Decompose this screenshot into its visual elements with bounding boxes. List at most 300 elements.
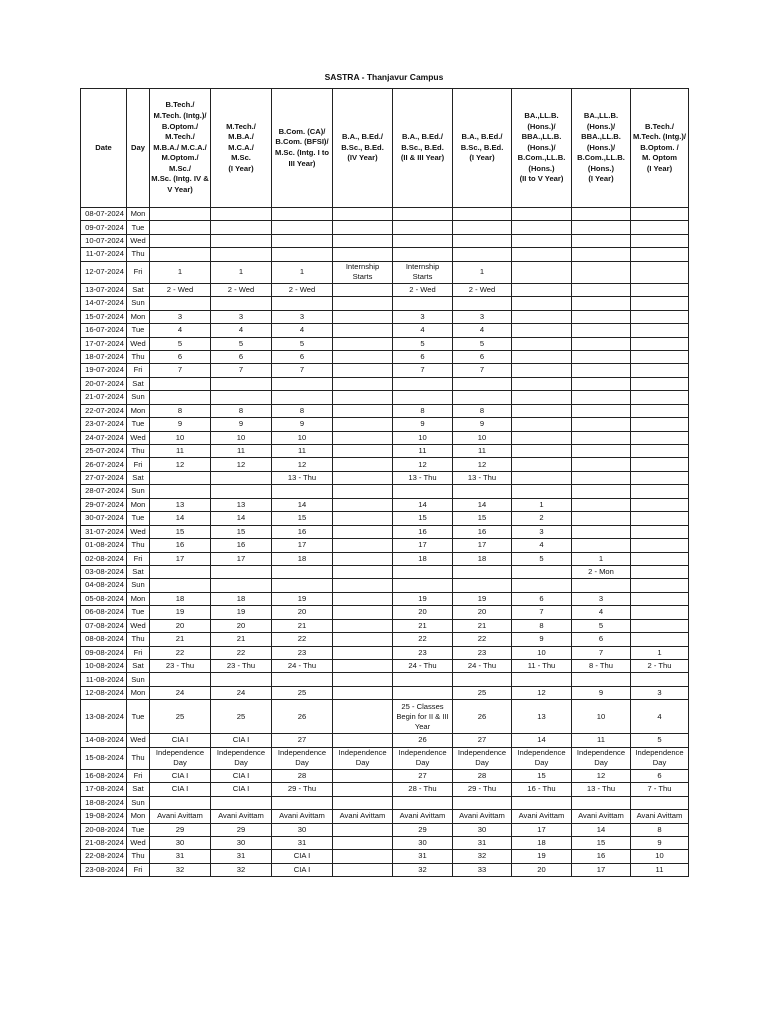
table-cell: 28 — [453, 769, 512, 782]
table-cell: 31 — [453, 836, 512, 849]
table-cell — [333, 404, 393, 417]
table-cell: 6 — [572, 633, 631, 646]
table-cell: Independence Day — [393, 747, 453, 769]
table-cell: Avani Avittam — [631, 810, 689, 823]
table-cell: 9 — [393, 418, 453, 431]
table-cell — [631, 337, 689, 350]
table-cell: 20 — [272, 606, 333, 619]
table-cell — [631, 350, 689, 363]
table-cell: 15 — [211, 525, 272, 538]
column-header: BA.,LL.B. (Hons.)/ BBA.,LL.B. (Hons.)/ B.Com.,LL.B. (Hons.) (I Year) — [572, 89, 631, 208]
table-cell — [512, 471, 572, 484]
table-cell — [393, 796, 453, 809]
date-cell: 12-08-2024 — [81, 686, 127, 699]
table-cell — [512, 404, 572, 417]
table-cell — [272, 391, 333, 404]
table-cell: 11 — [572, 734, 631, 747]
table-cell — [211, 579, 272, 592]
date-cell: 29-07-2024 — [81, 498, 127, 511]
table-cell: 5 — [572, 619, 631, 632]
date-cell: 04-08-2024 — [81, 579, 127, 592]
table-cell: 8 — [512, 619, 572, 632]
day-cell: Thu — [127, 350, 150, 363]
table-cell — [333, 234, 393, 247]
day-cell: Wed — [127, 431, 150, 444]
table-cell: 15 — [512, 769, 572, 782]
date-cell: 12-07-2024 — [81, 261, 127, 283]
table-cell: 16 — [272, 525, 333, 538]
table-cell: Avani Avittam — [393, 810, 453, 823]
table-cell — [572, 364, 631, 377]
table-row — [81, 431, 689, 444]
table-cell — [333, 458, 393, 471]
table-cell — [333, 539, 393, 552]
table-cell — [453, 579, 512, 592]
table-cell — [272, 796, 333, 809]
date-cell: 13-07-2024 — [81, 283, 127, 296]
table-cell: 23 - Thu — [211, 660, 272, 673]
table-cell — [512, 391, 572, 404]
table-cell — [572, 579, 631, 592]
table-cell: 32 — [393, 863, 453, 876]
table-cell — [333, 660, 393, 673]
date-cell: 14-08-2024 — [81, 734, 127, 747]
table-cell — [150, 377, 211, 390]
table-row — [81, 391, 689, 404]
table-cell: CIA I — [150, 783, 211, 796]
table-cell: 7 — [453, 364, 512, 377]
table-cell — [211, 248, 272, 261]
table-cell — [333, 431, 393, 444]
table-cell — [211, 377, 272, 390]
table-row — [81, 208, 689, 221]
table-cell — [333, 700, 393, 734]
table-body — [81, 208, 689, 877]
column-header: Day — [127, 89, 150, 208]
table-cell — [333, 673, 393, 686]
column-header: B.Com. (CA)/ B.Com. (BFSI)/ M.Sc. (Intg. I to III Year) — [272, 89, 333, 208]
table-cell — [572, 418, 631, 431]
table-cell: 21 — [453, 619, 512, 632]
table-cell: 16 — [572, 850, 631, 863]
table-cell: 22 — [393, 633, 453, 646]
table-cell: 5 — [512, 552, 572, 565]
table-cell: 10 — [631, 850, 689, 863]
table-cell: 3 — [150, 310, 211, 323]
table-cell: Avani Avittam — [512, 810, 572, 823]
day-cell: Thu — [127, 850, 150, 863]
table-cell: 10 — [512, 646, 572, 659]
date-cell: 20-07-2024 — [81, 377, 127, 390]
table-cell: 4 — [512, 539, 572, 552]
table-row — [81, 364, 689, 377]
table-cell: 4 — [211, 324, 272, 337]
table-cell: 11 — [211, 445, 272, 458]
table-cell: 10 — [453, 431, 512, 444]
table-cell — [572, 391, 631, 404]
table-cell — [572, 458, 631, 471]
date-cell: 16-07-2024 — [81, 324, 127, 337]
table-cell — [333, 592, 393, 605]
date-cell: 14-07-2024 — [81, 297, 127, 310]
table-cell — [211, 565, 272, 578]
table-row — [81, 810, 689, 823]
table-cell — [631, 248, 689, 261]
table-cell: 1 — [631, 646, 689, 659]
column-header: B.Tech./ M.Tech. (Intg.)/ B.Optom. / M. Optom (I Year) — [631, 89, 689, 208]
table-cell: 8 — [393, 404, 453, 417]
table-cell — [333, 445, 393, 458]
day-cell: Tue — [127, 606, 150, 619]
table-cell: Independence Day — [211, 747, 272, 769]
table-cell — [453, 377, 512, 390]
table-cell: Independence Day — [150, 747, 211, 769]
day-cell: Mon — [127, 404, 150, 417]
table-cell: 17 — [272, 539, 333, 552]
column-header: B.A., B.Ed./ B.Sc., B.Ed. (I Year) — [453, 89, 512, 208]
table-cell — [631, 261, 689, 283]
table-cell: 25 — [272, 686, 333, 699]
table-cell — [272, 208, 333, 221]
date-cell: 07-08-2024 — [81, 619, 127, 632]
table-cell — [631, 310, 689, 323]
table-cell — [393, 686, 453, 699]
table-cell: 6 — [631, 769, 689, 782]
table-cell — [572, 485, 631, 498]
table-row — [81, 525, 689, 538]
table-cell: 21 — [211, 633, 272, 646]
table-cell: 14 — [211, 512, 272, 525]
day-cell: Sun — [127, 796, 150, 809]
table-cell: Avani Avittam — [211, 810, 272, 823]
table-cell — [393, 208, 453, 221]
table-cell: 17 — [211, 552, 272, 565]
table-cell: 3 — [631, 686, 689, 699]
table-cell: 7 — [272, 364, 333, 377]
column-header: B.A., B.Ed./ B.Sc., B.Ed. (IV Year) — [333, 89, 393, 208]
table-cell: Avani Avittam — [572, 810, 631, 823]
table-cell — [333, 633, 393, 646]
table-cell: 19 — [393, 592, 453, 605]
table-cell: 32 — [453, 850, 512, 863]
table-cell: 2 - Wed — [272, 283, 333, 296]
table-cell: 13 — [211, 498, 272, 511]
table-cell: 11 — [150, 445, 211, 458]
table-cell: Independence Day — [453, 747, 512, 769]
page-title: SASTRA - Thanjavur Campus — [324, 72, 444, 82]
day-cell: Fri — [127, 646, 150, 659]
date-cell: 23-08-2024 — [81, 863, 127, 876]
day-cell: Fri — [127, 769, 150, 782]
table-cell: 4 — [631, 700, 689, 734]
table-cell: 16 - Thu — [512, 783, 572, 796]
table-cell — [150, 673, 211, 686]
table-cell: 22 — [150, 646, 211, 659]
table-cell — [572, 471, 631, 484]
table-cell: Independence Day — [572, 747, 631, 769]
table-cell — [393, 221, 453, 234]
table-cell — [512, 324, 572, 337]
table-cell: 24 - Thu — [393, 660, 453, 673]
table-cell — [631, 324, 689, 337]
date-cell: 31-07-2024 — [81, 525, 127, 538]
table-cell: 1 — [453, 261, 512, 283]
date-cell: 20-08-2024 — [81, 823, 127, 836]
table-cell: 17 — [150, 552, 211, 565]
date-cell: 10-07-2024 — [81, 234, 127, 247]
table-cell: 6 — [453, 350, 512, 363]
table-cell: 3 — [572, 592, 631, 605]
table-cell — [572, 297, 631, 310]
table-cell: 18 — [393, 552, 453, 565]
day-cell: Sun — [127, 297, 150, 310]
table-cell — [631, 404, 689, 417]
table-cell: 10 — [572, 700, 631, 734]
table-cell — [572, 525, 631, 538]
table-cell: 24 — [150, 686, 211, 699]
table-cell — [333, 565, 393, 578]
table-row — [81, 565, 689, 578]
table-cell: 9 — [453, 418, 512, 431]
day-cell: Thu — [127, 248, 150, 261]
table-cell: 15 — [572, 836, 631, 849]
table-cell: CIA I — [211, 734, 272, 747]
table-cell: Independence Day — [333, 747, 393, 769]
table-row — [81, 350, 689, 363]
table-cell: 7 — [393, 364, 453, 377]
table-cell: 12 — [453, 458, 512, 471]
table-cell: 27 — [453, 734, 512, 747]
table-row — [81, 686, 689, 699]
table-row — [81, 512, 689, 525]
table-cell: 20 — [150, 619, 211, 632]
table-row — [81, 377, 689, 390]
table-cell — [512, 310, 572, 323]
table-row — [81, 747, 689, 769]
table-cell: 1 — [512, 498, 572, 511]
table-cell — [512, 364, 572, 377]
table-cell — [333, 297, 393, 310]
date-cell: 17-07-2024 — [81, 337, 127, 350]
table-cell: 12 — [272, 458, 333, 471]
table-cell — [211, 471, 272, 484]
table-row — [81, 592, 689, 605]
table-cell: 19 — [150, 606, 211, 619]
table-cell: 30 — [150, 836, 211, 849]
table-cell — [572, 261, 631, 283]
table-row — [81, 445, 689, 458]
table-cell: 2 - Wed — [150, 283, 211, 296]
table-cell — [631, 552, 689, 565]
table-cell: 2 - Wed — [393, 283, 453, 296]
table-cell — [572, 796, 631, 809]
table-cell — [631, 592, 689, 605]
table-cell: 11 - Thu — [512, 660, 572, 673]
table-cell — [572, 498, 631, 511]
table-cell — [333, 377, 393, 390]
header-row — [81, 89, 689, 208]
table-cell — [333, 485, 393, 498]
table-row — [81, 734, 689, 747]
date-cell: 24-07-2024 — [81, 431, 127, 444]
day-cell: Sat — [127, 283, 150, 296]
table-cell — [333, 686, 393, 699]
table-cell: 16 — [150, 539, 211, 552]
table-cell — [150, 391, 211, 404]
table-cell: 19 — [512, 850, 572, 863]
table-cell: 5 — [453, 337, 512, 350]
table-cell — [631, 221, 689, 234]
day-cell: Sat — [127, 377, 150, 390]
table-cell — [572, 512, 631, 525]
table-row — [81, 579, 689, 592]
table-cell — [631, 283, 689, 296]
table-cell — [333, 221, 393, 234]
table-cell — [631, 606, 689, 619]
table-cell — [211, 796, 272, 809]
table-cell: 14 — [453, 498, 512, 511]
table-cell — [272, 485, 333, 498]
table-cell — [512, 234, 572, 247]
date-cell: 22-07-2024 — [81, 404, 127, 417]
table-cell — [453, 391, 512, 404]
table-row — [81, 283, 689, 296]
table-cell — [453, 796, 512, 809]
table-cell: 2 - Thu — [631, 660, 689, 673]
table-cell: 3 — [393, 310, 453, 323]
table-cell — [333, 283, 393, 296]
day-cell: Mon — [127, 810, 150, 823]
table-cell: 21 — [272, 619, 333, 632]
date-cell: 18-07-2024 — [81, 350, 127, 363]
table-cell — [272, 221, 333, 234]
day-cell: Tue — [127, 512, 150, 525]
table-cell — [272, 377, 333, 390]
table-cell — [572, 234, 631, 247]
table-cell — [393, 297, 453, 310]
table-cell: 30 — [211, 836, 272, 849]
table-cell — [631, 458, 689, 471]
table-row — [81, 458, 689, 471]
date-cell: 09-08-2024 — [81, 646, 127, 659]
table-row — [81, 783, 689, 796]
table-row — [81, 646, 689, 659]
table-cell — [631, 485, 689, 498]
table-cell: 20 — [393, 606, 453, 619]
table-cell — [333, 783, 393, 796]
table-cell: 18 — [453, 552, 512, 565]
day-cell: Thu — [127, 633, 150, 646]
table-cell: 29 — [211, 823, 272, 836]
table-cell — [150, 248, 211, 261]
date-cell: 06-08-2024 — [81, 606, 127, 619]
table-row — [81, 633, 689, 646]
table-row — [81, 552, 689, 565]
table-cell — [150, 579, 211, 592]
table-cell: 25 — [150, 700, 211, 734]
table-cell: CIA I — [272, 863, 333, 876]
table-cell — [333, 391, 393, 404]
table-cell — [150, 208, 211, 221]
date-cell: 03-08-2024 — [81, 565, 127, 578]
date-cell: 28-07-2024 — [81, 485, 127, 498]
table-cell: 12 — [393, 458, 453, 471]
table-cell: CIA I — [211, 783, 272, 796]
day-cell: Tue — [127, 324, 150, 337]
table-cell: 15 — [453, 512, 512, 525]
table-cell: 31 — [150, 850, 211, 863]
table-cell: 27 — [272, 734, 333, 747]
date-cell: 13-08-2024 — [81, 700, 127, 734]
date-cell: 11-08-2024 — [81, 673, 127, 686]
date-cell: 10-08-2024 — [81, 660, 127, 673]
table-cell — [631, 525, 689, 538]
table-cell: 4 — [453, 324, 512, 337]
date-cell: 05-08-2024 — [81, 592, 127, 605]
table-cell: 22 — [453, 633, 512, 646]
table-cell: 7 - Thu — [631, 783, 689, 796]
day-cell: Thu — [127, 445, 150, 458]
table-cell: 31 — [211, 850, 272, 863]
table-row — [81, 619, 689, 632]
day-cell: Wed — [127, 337, 150, 350]
table-cell — [333, 337, 393, 350]
table-cell — [512, 208, 572, 221]
table-cell — [512, 221, 572, 234]
table-cell — [150, 297, 211, 310]
table-cell — [512, 350, 572, 363]
date-cell: 19-07-2024 — [81, 364, 127, 377]
table-cell: 19 — [453, 592, 512, 605]
day-cell: Fri — [127, 364, 150, 377]
table-cell: 10 — [150, 431, 211, 444]
table-cell: 24 - Thu — [453, 660, 512, 673]
table-cell — [512, 579, 572, 592]
table-cell — [453, 297, 512, 310]
table-cell — [453, 221, 512, 234]
table-cell — [631, 364, 689, 377]
date-cell: 16-08-2024 — [81, 769, 127, 782]
date-cell: 15-07-2024 — [81, 310, 127, 323]
table-cell — [512, 565, 572, 578]
table-cell — [631, 208, 689, 221]
table-cell — [572, 377, 631, 390]
table-cell: 4 — [150, 324, 211, 337]
table-cell: 23 — [272, 646, 333, 659]
table-row — [81, 498, 689, 511]
table-cell: 8 — [631, 823, 689, 836]
table-cell: 3 — [512, 525, 572, 538]
date-cell: 21-07-2024 — [81, 391, 127, 404]
table-cell — [453, 673, 512, 686]
table-cell — [512, 458, 572, 471]
table-cell: 14 — [512, 734, 572, 747]
table-cell: 30 — [272, 823, 333, 836]
table-cell: Avani Avittam — [150, 810, 211, 823]
table-cell — [150, 796, 211, 809]
day-cell: Tue — [127, 700, 150, 734]
table-row — [81, 850, 689, 863]
table-cell: 11 — [272, 445, 333, 458]
table-cell: 6 — [150, 350, 211, 363]
table-cell — [572, 310, 631, 323]
table-cell: 21 — [150, 633, 211, 646]
table-cell — [453, 234, 512, 247]
table-cell — [631, 391, 689, 404]
table-cell: 30 — [393, 836, 453, 849]
table-cell — [512, 248, 572, 261]
day-cell: Mon — [127, 498, 150, 511]
